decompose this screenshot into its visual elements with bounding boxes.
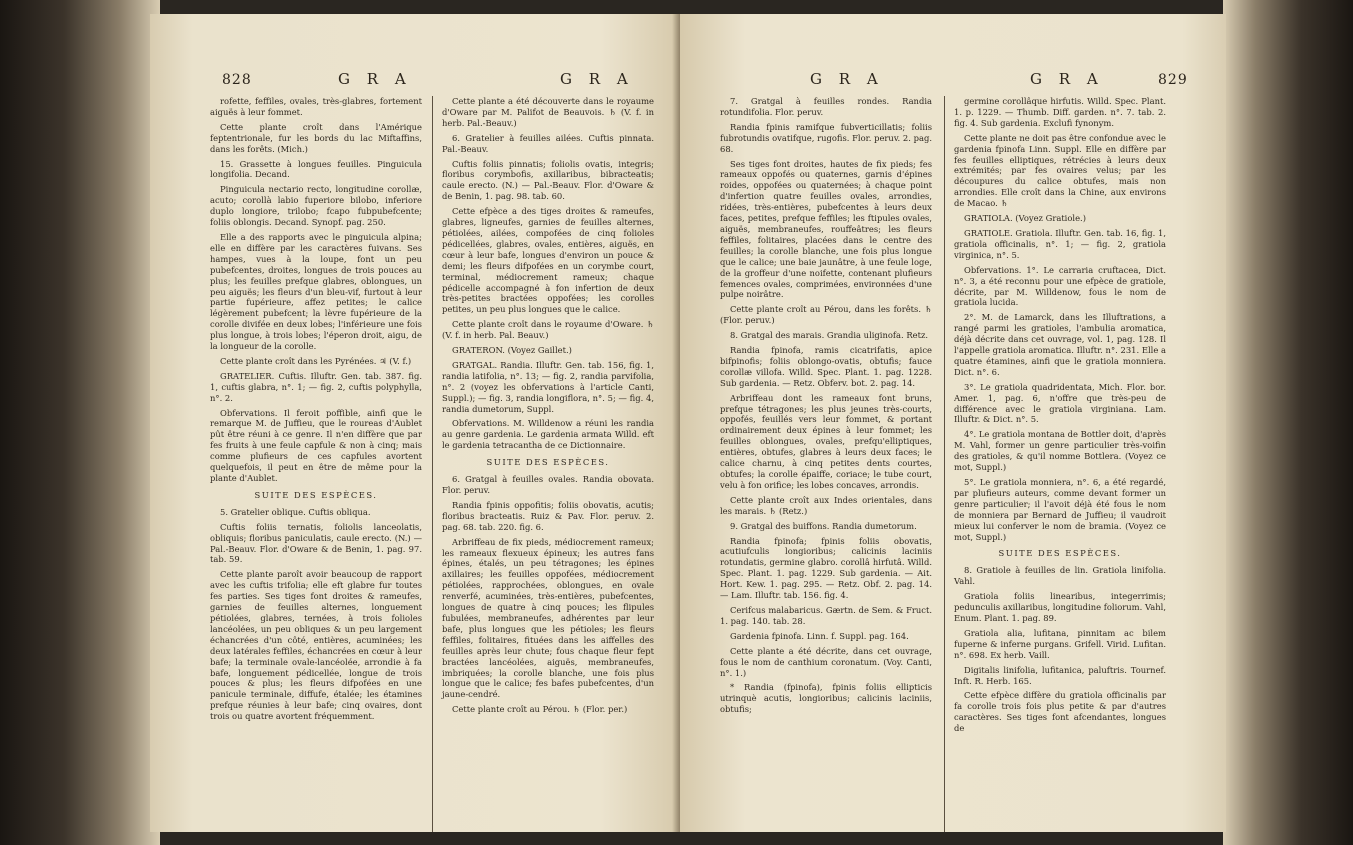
section-heading: SUITE DES ESPÈCES. [254,489,378,500]
paragraph: Cette plante ne doit pas être confondue avec le gardenia fpinofa Linn. Suppl. Elle en diffère par fes feuilles elliptiques, rétrécies à leurs deux extrémités; par fes ovaires velus; par les découpures du calice obtufes, mais non arrondies. Elle croît dans la Chine, aux environs de Macao. ♄ [954,132,1166,209]
paragraph: Cette plante croît dans les Pyrénées. ♃ (V. f.) [220,355,412,366]
section-heading: SUITE DES ESPÈCES. [486,457,610,468]
paragraph: Cuftis foliis pinnatis; foliolis ovatis, integris; floribus corymbofis, axillaribus, bibracteatis; caule erecto. (N.) — Pal.-Beauv. Flor. d'Oware & de Benin, 1. pag. 98. tab. 60. [442,158,654,202]
paragraph: Randia fpinis oppofitis; foliis obovatis, acutis; floribus bracteatis. Ruiz & Pav. Flor. peruv. 2. pag. 68. tab. 220. fig. 6. [442,499,654,532]
paragraph: Cette plante paroît avoir beaucoup de rapport avec les cuftis trifolia; elle eft glabre fur toutes fes parties. Ses tiges font droites & rameufes, garnies de feuilles alternes, longuement pétiolées, glabres, ternées, à trois folioles lancéolées, un peu obliques & un peu largement échancrées d'un côté, entières, acuminées; les deux latérales feffiles, échancrées en cœur à leur bafe; la terminale ovale-lancéolée, arrondie à fa bafe, longuement pédicellée, longue de trois pouces & plus; les fleurs difpofées en une panicule terminale, diffufe, étalée; les étamines prefque réunies à leur bafe; cinq ovaires, dont trois ou quatre avortent fréquemment. [210,569,422,722]
paragraph: Cette plante a été décrite, dans cet ouvrage, fous le nom de canthium coronatum. (Voy. Canti, n°. 1.) [720,645,932,678]
right-running-head-2: G R A [1030,70,1104,88]
paragraph: 2°. M. de Lamarck, dans les Illuftrations, a rangé parmi les gratioles, l'ambulia aromatica, déjà décrite dans cet ouvrage, vol. 1, pag. 128. Il l'appelle gratiola aromatica. Illuftr. n°. 231. Elle a quatre étamines, ainfi que le gratiola monniera. Dict. n°. 6. [954,312,1166,377]
right-page-number: 829 [1158,72,1188,88]
paragraph: GRATELIER. Cuftis. Illuftr. Gen. tab. 387. fig. 1, cuftis glabra, n°. 1; — fig. 2, cuftis polyphylla, n°. 2. [210,370,422,403]
paragraph: rofette, feffiles, ovales, très-glabres, fortement aiguës à leur fommet. [210,96,422,117]
paragraph: Ses tiges font droites, hautes de fix pieds; fes rameaux oppofés ou quaternes, garnis d'épines roides, oppofées ou quaternées; à chaque point d'infertion quatre feuilles ovales, arrondies, ridées, très-entières, pubefcentes à leurs deux faces, petites, prefque feffiles; les ftipules ovales, aiguës, membraneufes, rouffeâtres; les fleurs feffiles, folitaires, placées dans le centre des feuilles; la corolle blanche, une fois plus longue que le calice; une baie jaunâtre, à une feule loge, de la groffeur d'une noifette, contenant plufieurs femences ovales, comprimées, environnées d'une pulpe noirâtre. [720,158,932,300]
paragraph: 6. Gratelier à feuilles ailées. Cuftis pinnata. Pal.-Beauv. [442,132,654,154]
right-column-1 [720,96,932,719]
right-column-2 [954,96,1166,738]
paragraph: Randia fpinofa, ramis cicatrifatis, apice bifpinofis; foliis oblongo-ovatis, obtufis; fauce corollæ villofa. Willd. Spec. Plant. 1. pag. 1228. Sub gardenia. — Retz. Obferv. bot. 2. pag. 14. [720,345,932,388]
paragraph: Cette plante croît au Pérou. ♄ (Flor. per.) [452,704,628,715]
left-running-head-2: G R A [560,70,634,88]
paragraph: * Randia (fpinofa), fpinis foliis ellipticis utrinquè acutis, longioribus; calicinis laciniis, obtufis; [720,682,932,715]
paragraph: Elle a des rapports avec le pinguicula alpina; elle en diffère par les caractères fuivans. Ses hampes, vues à la loupe, font un peu pubefcentes, droites, longues de trois pouces au plus; les feuilles prefque glabres, oblongues, un peu aiguës; les fleurs d'un bleu-vif, furtout à leur partie fupérieure, affez petites; le calice légèrement pubefcent; la lèvre fupérieure de la corolle divifée en deux lobes; l'inférieure une fois plus longue, à trois lobes; l'éperon droit, aigu, de la longueur de la corolle. [210,231,422,352]
section-heading: SUITE DES ESPÈCES. [998,548,1122,559]
paragraph: germine corollâque hirfutis. Willd. Spec. Plant. 1. p. 1229. — Thumb. Diff. garden. n°. 7. tab. 2. fig. 4. Sub gardenia. Exclufi fynonym. [954,96,1166,128]
paragraph: Gardenia fpinofa. Linn. f. Suppl. pag. 164. [730,630,909,641]
left-column-1 [210,96,422,726]
left-running-head-1: G R A [338,70,412,88]
paragraph: Digitalis linifolia, lufitanica, paluftris. Tournef. Inft. R. Herb. 165. [954,664,1166,686]
right-page [680,14,1226,832]
paragraph: Obfervations. Il feroit poffible, ainfi que le remarque M. de Juffieu, que le roureas d'Aublet pût être réuni à ce genre. Il n'en diffère que par fes fruits à une feule capfule & non à cinq; mais comme plufieurs de ces capfules avortent quelquefois, il peut en être de même pour la plante d'Aublet. [210,407,422,483]
paragraph: Cerifcus malabaricus. Gærtn. de Sem. & Fruct. 1. pag. 140. tab. 28. [720,604,932,626]
paragraph: Obfervations. M. Willdenow a réuni les randia au genre gardenia. Le gardenia armata Willd. eft le gardenia tetracantha de ce Dictionnaire. [442,418,654,451]
paragraph: GRATERON. (Voyez Gaillet.) [452,345,572,356]
paragraph: 4°. Le gratiola montana de Bottler doit, d'après M. Vahl, former un genre particulier très-voifin des gratioles, & qu'il nomme Bottlera. (Voyez ce mot, Suppl.) [954,429,1166,473]
paragraph: Randia fpinis ramifque fubverticillatis; foliis fubrotundis ovatifque, rugofis. Flor. peruv. 2. pag. 68. [720,121,932,154]
paragraph: Randia fpinofa; fpinis foliis obovatis, acutiufculis longioribus; calicinis laciniis rotundatis, germine glabro. corollâ hirfutâ. Willd. Spec. Plant. 1. pag. 1229. Sub gardenia. — Ait. Hort. Kew. 1. pag. 295. — Retz. Obf. 2. pag. 14. — Lam. Illuftr. tab. 156. fig. 4. [720,535,932,601]
left-page-number: 828 [222,72,252,88]
paragraph: Cette plante croît au Pérou, dans les forêts. ♄ (Flor. peruv.) [720,304,932,326]
paragraph: Cette plante a été découverte dans le royaume d'Oware par M. Palifot de Beauvois. ♄ (V. f. in herb. Pal.-Beauv.) [442,96,654,128]
book-edge-right [1223,0,1353,845]
paragraph: Arbriffeau de fix pieds, médiocrement rameux; les rameaux flexueux épineux; les autres fans épines, étalés, un peu tétragones; les épines axillaires; les feuilles oppofées, médiocrement pétiolées, rapprochées, oblongues, en ovale renverfé, acuminées, très-entières, pubefcentes, longues de quatre à cinq pouces; les flipules fubulées, membraneufes, adhérentes par leur bafe, plus longues que les pétioles; les fleurs feffiles, folitaires, fituées dans les aiffelles des feuilles après leur chute; fous chaque fleur fept bractées lancéolées, aiguës, membraneufes, imbriquées; la corolle blanche, une fois plus longue que le calice; fes bafes pubefcentes, d'un jaune-cendré. [442,536,654,700]
paragraph: GRATIOLA. (Voyez Gratiole.) [964,213,1086,224]
paragraph: 8. Gratiole à feuilles de lin. Gratiola linifolia. Vahl. [954,565,1166,587]
left-page [150,14,680,832]
paragraph: 15. Grassette à longues feuilles. Pinguicula longifolia. Decand. [210,158,422,180]
left-column-2 [442,96,654,719]
paragraph: GRATIOLE. Gratiola. Illuftr. Gen. tab. 16, fig. 1, gratiola officinalis, n°. 1; — fig. 2, gratiola virginica, n°. 5. [954,227,1166,260]
paragraph: GRATGAL. Randia. Illuftr. Gen. tab. 156, fig. 1, randia latifolia, n°. 13; — fig. 2, randia parvifolia, n°. 2 (voyez les obfervations à l'article Canti, Suppl.); — fig. 3, randia longiflora, n°. 5; — fig. 4, randia dumetorum, Suppl. [442,359,654,414]
paragraph: Cette plante croît dans le royaume d'Oware. ♄ (V. f. in herb. Pal. Beauv.) [442,319,654,341]
paragraph: Obfervations. 1°. Le carraria cruftacea, Dict. n°. 3, a été reconnu pour une efpèce de gratiole, décrite, par M. Willdenow, fous le nom de gratiola lucida. [954,264,1166,308]
right-column-rule [944,96,945,832]
book-edge-left [0,0,160,845]
paragraph: Gratiola foliis linearibus, integerrimis; pedunculis axillaribus, longitudine foliorum. Vahl, Enum. Plant. 1. pag. 89. [954,591,1166,623]
paragraph: Cette plante croît dans l'Amérique feptentrionale, fur les bords du lac Miftaffins, dans les forêts. (Mich.) [210,121,422,154]
paragraph: 5. Gratelier oblique. Cuftis obliqua. [220,506,371,517]
paragraph: 7. Gratgal à feuilles rondes. Randia rotundifolia. Flor. peruv. [720,96,932,117]
paragraph: Cuftis foliis ternatis, foliolis lanceolatis, obliquis; floribus paniculatis, caule erecto. (N.) — Pal.-Beauv. Flor. d'Oware & de Benin, 1. pag. 97. tab. 59. [210,521,422,565]
paragraph: 9. Gratgal des buiffons. Randia dumetorum. [730,520,917,531]
paragraph: 8. Gratgal des marais. Grandia uliginofa. Retz. [730,330,929,341]
paragraph: Cette efpèce diffère du gratiola officinalis par fa corolle trois fois plus petite & par d'autres caractères. Ses tiges font afcendantes, longues de [954,690,1166,734]
paragraph: 5°. Le gratiola monniera, n°. 6, a été regardé, par plufieurs auteurs, comme devant former un genre particulier; il l'avoit déjà été fous le nom de monniera par Bernard de Juffieu; il vaudroit mieux lui conferver le nom de bramia. (Voyez ce mot, Suppl.) [954,477,1166,542]
right-running-head-1: G R A [810,70,884,88]
paragraph: Cette efpèce a des tiges droites & rameufes, glabres, ligneufes, garnies de feuilles alternes, pétiolées, ailées, compofées de cinq folioles pédicellées, glabres, ovales, entières, aiguës, en cœur à leur bafe, longues d'environ un pouce & demi; les fleurs difpofées en un corymbe court, terminal, médiocrement rameux; chaque pédicelle accompagné à fon infertion de deux très-petites bractées oppofées; les corolles petites, un peu plus longues que le calice. [442,206,654,315]
paragraph: Pinguicula nectario recto, longitudine corollæ, acuto; corollà labio fuperiore bilobo, inferiore duplo longiore, trilobo; fcapo fubpubefcente; foliis oblongis. Decand. Synopf. pag. 250. [210,184,422,228]
paragraph: 6. Gratgal à feuilles ovales. Randia obovata. Flor. peruv. [442,474,654,495]
paragraph: Gratiola alia, lufitana, pinnitam ac bilem fuperne & inferne purgans. Grifell. Virid. Lufitan. n°. 698. Ex herb. Vaill. [954,627,1166,660]
left-column-rule [432,96,433,832]
paragraph: Cette plante croît aux Indes orientales, dans les marais. ♄ (Retz.) [720,494,932,516]
paragraph: 3°. Le gratiola quadridentata, Mich. Flor. bor. Amer. 1, pag. 6, n'offre que très-peu de différence avec le gratiola virginiana. Lam. Illuftr. & Dict. n°. 5. [954,381,1166,425]
paragraph: Arbriffeau dont les rameaux font bruns, prefque tétragones; les plus jeunes très-courts, oppofés, feuillés vers leur fommet, & portant ordinairement deux épines à leur fommet; les feuilles oblongues, ovales, prefqu'elliptiques, entières, obtufes, glabres à leurs deux faces; le calice charnu, à cinq petites dents courtes, obtufes; la corolle épaiffe, coriace; le tube court, velu à fon orifice; les lobes concaves, arrondis. [720,392,932,490]
